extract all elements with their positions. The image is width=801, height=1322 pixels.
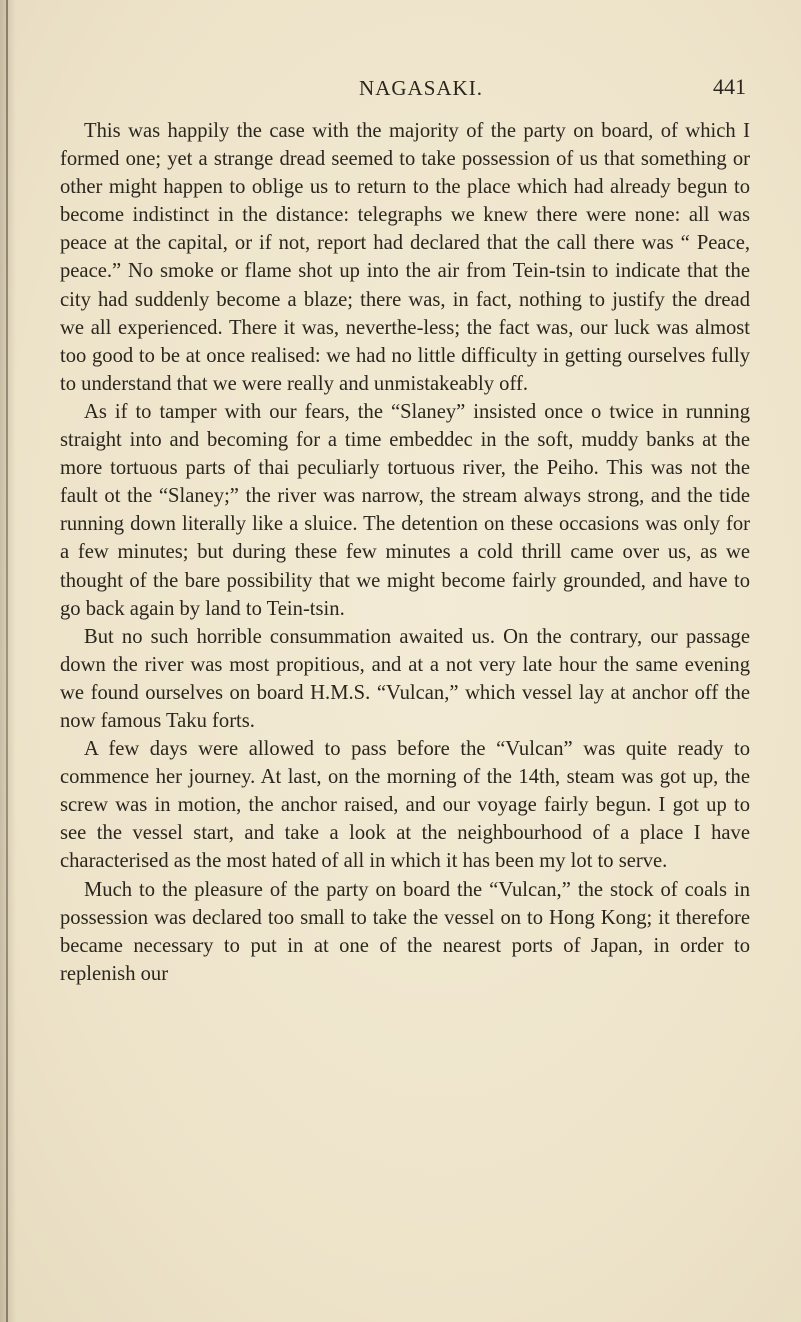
paragraph-2: As if to tamper with our fears, the “Slaney” insisted once o twice in running straight into and becoming for a time embeddec in the soft, muddy banks at the more tortuous parts of thai peculiarly tortuous river, the Peiho. This was not the fault ot the “Slaney;” the river was narrow, the stream always strong, and the tide running down literally like a sluice. The detention on these occasions was only for a few minutes; but during these few minutes a cold thrill came over us, as we thought of the bare possibility that we might become fairly grounded, and have to go back again by land to Tein-tsin.	[60, 400, 750, 620]
paragraph-3: But no such horrible consummation awaited us. On the contrary, our passage down the river was most propitious, and at a not very late hour the same evening we found ourselves on board H.M.S. “Vulcan,” which vessel lay at anchor off the now famous Taku forts.	[60, 625, 750, 732]
paragraph-5: Much to the pleasure of the party on board the “Vulcan,” the stock of coals in possession was declared too small to take the vessel on to Hong Kong; it therefore became necessary to put in at one of the nearest ports of Japan, in order to replenish our	[60, 878, 750, 985]
binding-shadow	[0, 0, 16, 1322]
page-number: 441	[713, 74, 746, 99]
running-head: NAGASAKI.	[359, 76, 483, 100]
binding-edge	[6, 0, 8, 1322]
paragraph-1: This was happily the case with the majority of the party on board, of which I formed one; yet a strange dread seemed to take possession of us that something or other might happen to oblige us to return to the place which had already begun to become indistinct in the distance: telegraphs we knew there were none: all was peace at the capital, or if not, report had declared that the call there was “ Peace, peace.” No smoke or flame shot up into the air from Tein-tsin to indicate that the city had suddenly become a blaze; there was, in fact, nothing to justify the dread we all experienced. There it was, neverthe-less; the fact was, our luck was almost too good to be at once realised: we had no little difficulty in getting ourselves fully to understand that we were really and unmistakeably off.	[60, 120, 750, 395]
paragraph-4: A few days were allowed to pass before the “Vulcan” was quite ready to commence her journey. At last, on the morning of the 14th, steam was got up, the screw was in motion, the anchor raised, and our voyage fairly begun. I got up to see the vessel start, and take a look at the neighbourhood of a place I have characterised as the most hated of all in which it has been my lot to serve.	[60, 738, 750, 873]
body-text	[60, 117, 750, 988]
page-header	[96, 76, 746, 106]
